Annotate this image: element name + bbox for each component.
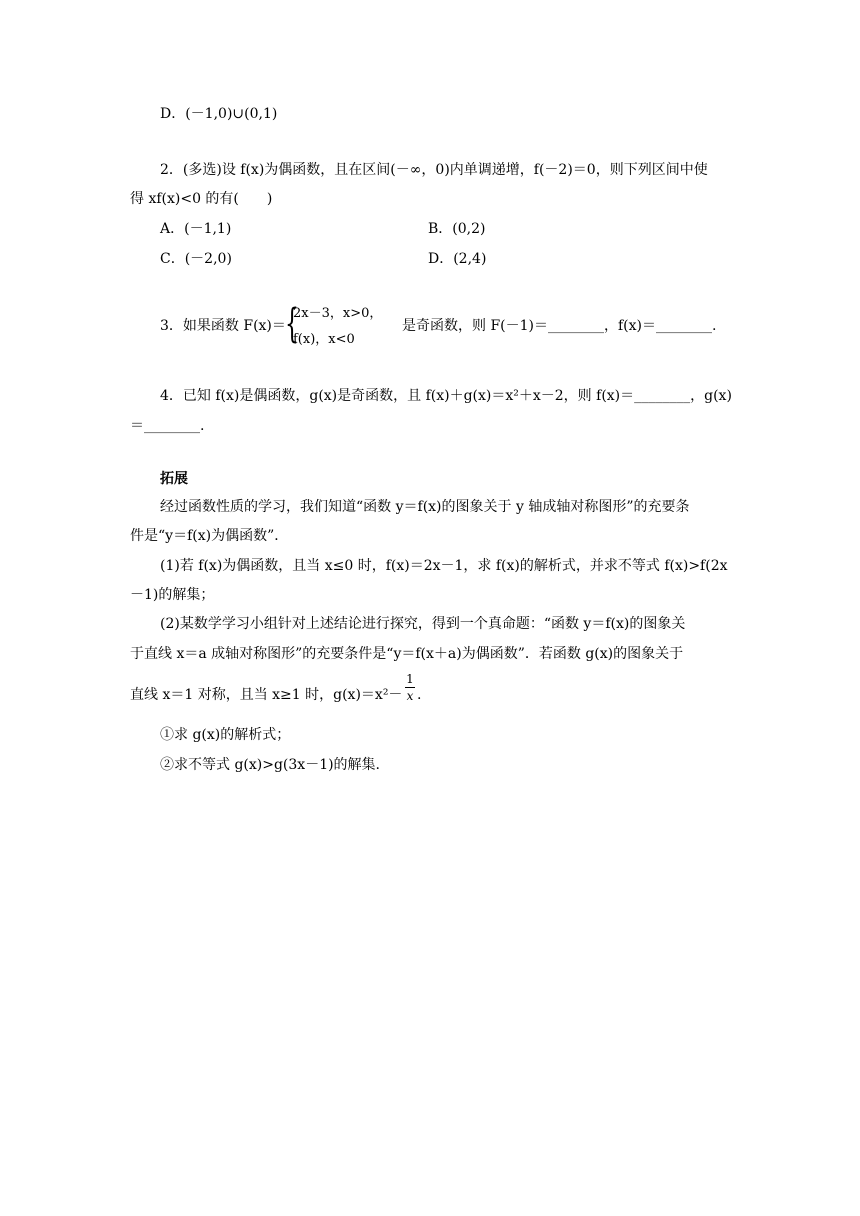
q2-option-a: A．(－1,1) (160, 221, 232, 237)
sub-question-1: ①求 g(x)的解析式； (160, 727, 291, 743)
piecewise-brace: { (285, 301, 299, 347)
fraction-one-over-x (402, 672, 418, 703)
q3-suffix: 是奇函数，则 F(－1)＝________，f(x)＝________. (402, 318, 717, 334)
sub-question-2: ②求不等式 g(x)>g(3x－1)的解集. (160, 757, 381, 773)
part2-line1: (2)某数学学习小组针对上述结论进行探究，得到一个真命题：“函数 y＝f(x)的图象关 (160, 616, 686, 632)
q2-stem-line1: 2．(多选)设 f(x)为偶函数，且在区间(－∞，0)内单调递增，f(－2)＝0，则下列区间中使 (160, 162, 708, 178)
q2-option-d: D．(2,4) (428, 251, 487, 267)
q3-piece-1: 2x－3，x>0， (293, 306, 383, 321)
part1-line2: －1)的解集； (130, 587, 215, 603)
q3-piece-2: f(x)，x<0 (293, 332, 355, 347)
fraction-numerator: 1 (406, 672, 414, 686)
q2-stem-line2: 得 xf(x)<0 的有( ) (130, 191, 273, 207)
extension-intro-line1: 经过函数性质的学习，我们知道“函数 y＝f(x)的图象关于 y 轴成轴对称图形”的充要条 (160, 499, 690, 515)
q4-line1: 4．已知 f(x)是偶函数，g(x)是奇函数，且 f(x)＋g(x)＝x²＋x－2，则 f(x)＝________，g(x) (160, 388, 732, 404)
part2-line3: 直线 x＝1 对称，且当 x≥1 时，g(x)＝x²－ (130, 687, 403, 703)
extension-intro-line2: 件是“y＝f(x)为偶函数”． (130, 528, 289, 544)
fraction-bar (405, 687, 415, 688)
q2-option-b: B．(0,2) (428, 221, 486, 237)
q2-option-c: C．(－2,0) (160, 251, 232, 267)
q3-prefix: 3．如果函数 F(x)＝ (160, 318, 286, 334)
fraction-period: . (417, 687, 422, 703)
q1-option-d: D．(－1,0)∪(0,1) (160, 106, 278, 122)
part1-line1: (1)若 f(x)为偶函数，且当 x≤0 时，f(x)＝2x－1，求 f(x)的解析式，并求不等式 f(x)>f(2x (160, 558, 728, 574)
extension-title: 拓展 (160, 471, 188, 487)
q4-line2: ＝________. (130, 418, 205, 434)
fraction-denominator: x (406, 689, 414, 703)
part2-line2: 于直线 x＝a 成轴对称图形”的充要条件是“y＝f(x＋a)为偶函数”．若函数 g(x)的图象关于 (130, 646, 684, 662)
